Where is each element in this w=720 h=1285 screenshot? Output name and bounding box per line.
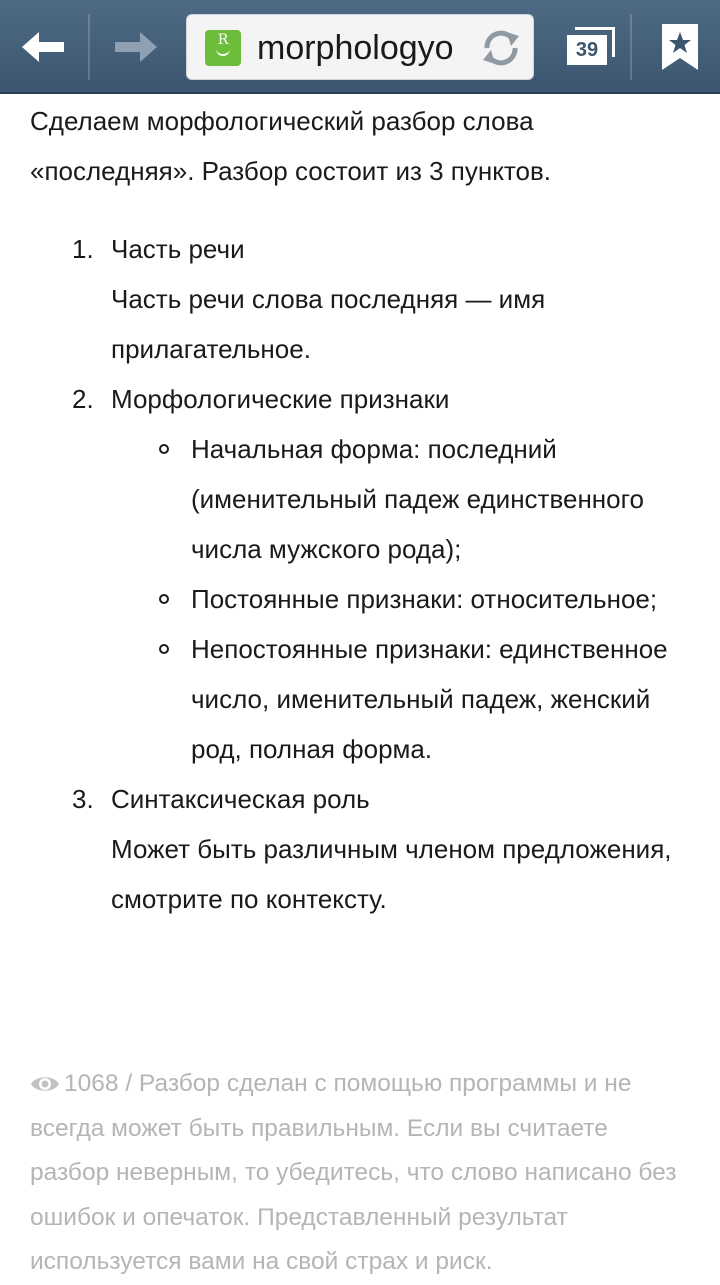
back-arrow-icon <box>22 31 66 63</box>
features-list <box>111 424 690 774</box>
item-title: Часть речи <box>111 234 245 264</box>
intro-line-1: Сделаем морфологический разбор слова <box>30 106 534 136</box>
item-number: 3. <box>72 784 94 814</box>
item-body: Часть речи слова последняя — имя прилагательное. <box>111 284 546 364</box>
eye-icon <box>30 1073 60 1095</box>
toolbar-divider <box>630 14 632 80</box>
bookmark-button[interactable] <box>640 0 720 94</box>
item-number: 1. <box>72 234 94 264</box>
item-title: Морфологические признаки <box>111 384 450 414</box>
intro-text <box>0 96 720 196</box>
feature-initial-form: Начальная форма: последний (именительный падеж единственного числа мужского рода); <box>111 424 690 574</box>
address-bar[interactable] <box>186 14 534 80</box>
disclaimer-text: / Разбор сделан с помощью программы и не всегда может быть правильным. Если вы считаете разбор неверным, то убедитесь, что слово написано без ошибок и опечаток. Представленный результат используется вами на свой страх и риск. <box>30 1070 677 1275</box>
forward-button[interactable] <box>92 0 178 94</box>
intro-line-2: «последняя». Разбор состоит из 3 пунктов. <box>30 156 552 186</box>
bookmark-star-icon <box>662 24 698 70</box>
browser-toolbar <box>0 0 720 94</box>
article <box>0 96 720 924</box>
reload-icon[interactable] <box>479 26 523 70</box>
back-button[interactable] <box>0 0 88 94</box>
view-count: 1068 <box>64 1070 119 1097</box>
item-title: Синтаксическая роль <box>111 784 370 814</box>
bullet-icon <box>159 594 169 604</box>
bullet-icon <box>159 444 169 454</box>
tabs-button[interactable] <box>556 0 626 94</box>
analysis-list <box>0 224 720 924</box>
toolbar-divider <box>88 14 90 80</box>
feature-constant: Постоянные признаки: относительное; <box>111 574 690 624</box>
url-text[interactable]: morphologyo <box>257 29 454 67</box>
list-item-syntax-role <box>0 774 720 924</box>
tab-count: 39 <box>567 35 607 65</box>
list-item-part-of-speech <box>0 224 720 374</box>
bullet-icon <box>159 644 169 654</box>
disclaimer <box>30 1062 690 1285</box>
tabs-icon <box>567 27 615 67</box>
item-number: 2. <box>72 384 94 414</box>
forward-arrow-icon <box>113 31 157 63</box>
item-body: Может быть различным членом предложения, смотрите по контексту. <box>111 834 672 914</box>
site-favicon-icon: R <box>205 30 241 66</box>
feature-variable: Непостоянные признаки: единственное число, именительный падеж, женский род, полная форма. <box>111 624 690 774</box>
list-item-morph-features <box>0 374 720 774</box>
